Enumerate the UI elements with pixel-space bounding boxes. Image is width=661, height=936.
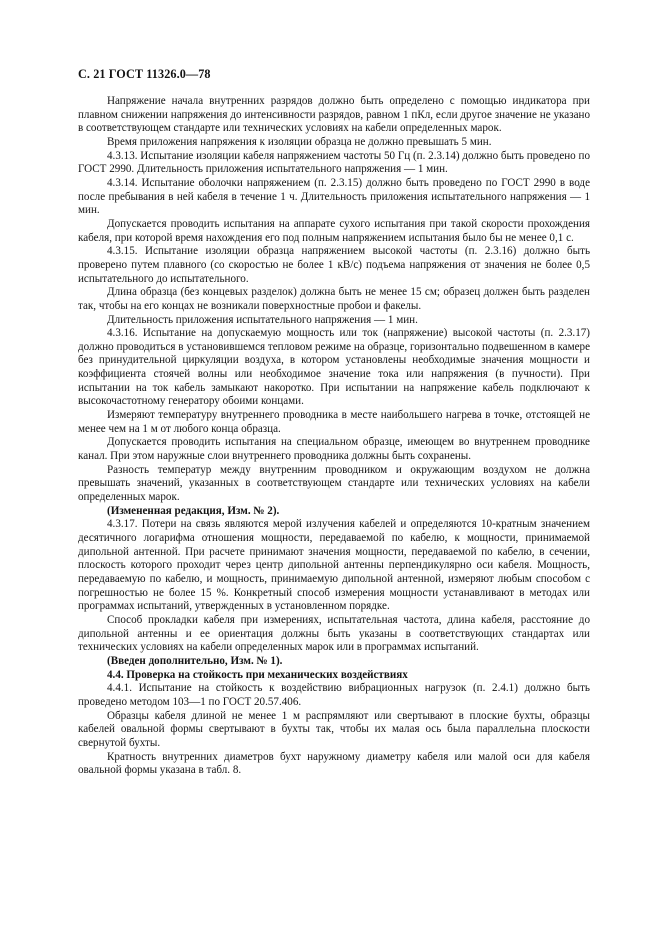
paragraph: 4.4.1. Испытание на стойкость к воздействию вибрационных нагрузок (п. 2.4.1) должно быть проведено методом 103—1 по ГОСТ 20.57.406. xyxy=(78,682,590,708)
paragraph: Длина образца (без концевых разделок) должна быть не менее 15 см; образец должен быть разделен так, чтобы на его концах не возникали поверхностные пробои и факелы. xyxy=(78,286,590,312)
paragraph: Кратность внутренних диаметров бухт наружному диаметру кабеля или малой оси для кабеля овальной формы указана в табл. 8. xyxy=(78,750,590,777)
paragraph: Длительность приложения испытательного напряжения — 1 мин. xyxy=(107,313,418,326)
amendment-note: (Введен дополнительно, Изм. № 1). xyxy=(107,654,283,667)
document-body xyxy=(78,95,590,778)
paragraph: Время приложения напряжения к изоляции образца не должно превышать 5 мин. xyxy=(107,135,492,148)
paragraph: 4.3.17. Потери на связь являются мерой излучения кабелей и определяются 10-кратным значением десятичного логарифма отношения мощности, передаваемой по кабелю, к мощности, принимаемой дипольной антенной. При расчете принимают значения мощности, передаваемой по кабелю, в сечении, плоскость которого проходит через центр дипольной антенны перпендикулярно оси кабеля. Мощность, передаваемую по кабелю, и мощность, принимаемую дипольной антенной, измеряют любым способом с погрешностью не более 15 %. Конкретный способ измерения мощности устанавливают в методах или программах испытаний, утвержденных в установленном порядке. xyxy=(78,518,590,613)
page-header: С. 21 ГОСТ 11326.0—78 xyxy=(78,67,211,81)
paragraph: Разность температур между внутренним проводником и окружающим воздухом не должна превышать значений, указанных в соответствующем стандарте или технических условиях на кабели определенных марок. xyxy=(78,463,590,504)
paragraph: 4.3.14. Испытание оболочки напряжением (п. 2.3.15) должно быть проведено по ГОСТ 2990 в воде после пребывания в ней кабеля в течение 1 ч. Длительность приложения испытательного напряжения — 1 мин. xyxy=(78,176,590,217)
paragraph: 4.3.15. Испытание изоляции образца напряжением высокой частоты (п. 2.3.16) должно быть проверено путем плавного (со скоростью не более 1 кВ/с) подъема напряжения от значения не более 0,5 испытательного до испытательного. xyxy=(78,245,590,285)
paragraph: Напряжение начала внутренних разрядов должно быть определено с помощью индикатора при плавном снижении напряжения до интенсивности разрядов, равном 1 пКл, если другое значение не указано в соответствующем стандарте или технических условиях на кабели определенных марок. xyxy=(78,95,590,135)
paragraph: Измеряют температуру внутреннего проводника в месте наибольшего нагрева в точке, отстоящей не менее чем на 1 м от любого конца образца. xyxy=(78,409,590,435)
amendment-note: (Измененная редакция, Изм. № 2). xyxy=(107,504,280,517)
section-heading: 4.4. Проверка на стойкость при механических воздействиях xyxy=(107,668,408,681)
paragraph: 4.3.13. Испытание изоляции кабеля напряжением частоты 50 Гц (п. 2.3.14) должно быть проведено по ГОСТ 2990. Длительность приложения испытательного напряжения — 1 мин. xyxy=(78,149,590,176)
paragraph: Допускается проводить испытания на аппарате сухого испытания при такой скорости прохождения кабеля, при которой время нахождения его под полным напряжением испытания было бы не менее 0,1 с. xyxy=(78,217,590,244)
paragraph: Способ прокладки кабеля при измерениях, испытательная частота, длина кабеля, расстояние до дипольной антенны и ее ориентация должны быть указаны в соответствующих стандартах или технических условиях на кабели определенных марок или в программах испытаний. xyxy=(78,613,590,654)
paragraph: 4.3.16. Испытание на допускаемую мощность или ток (напряжение) высокой частоты (п. 2.3.17) должно проводиться в установившемся тепловом режиме на образце, горизонтально подвешенном в камере без принудительной циркуляции воздуха, в котором установлены необходимые значения мощности и коэффициента стоячей волны или необходимое значение тока или напряжения (в пучности). При испытании на ток кабель замыкают накоротко. При испытании на напряжение кабель подключают к высокочастотному генератору обоими концами. xyxy=(78,327,590,408)
paragraph: Допускается проводить испытания на специальном образце, имеющем во внутреннем проводнике канал. При этом наружные слои внутреннего проводника должны быть сохранены. xyxy=(78,436,590,463)
paragraph: Образцы кабеля длиной не менее 1 м распрямляют или свертывают в плоские бухты, образцы кабелей овальной формы свертывают в бухты так, чтобы их малая ось была параллельна плоскости свернутой бухты. xyxy=(78,709,590,749)
